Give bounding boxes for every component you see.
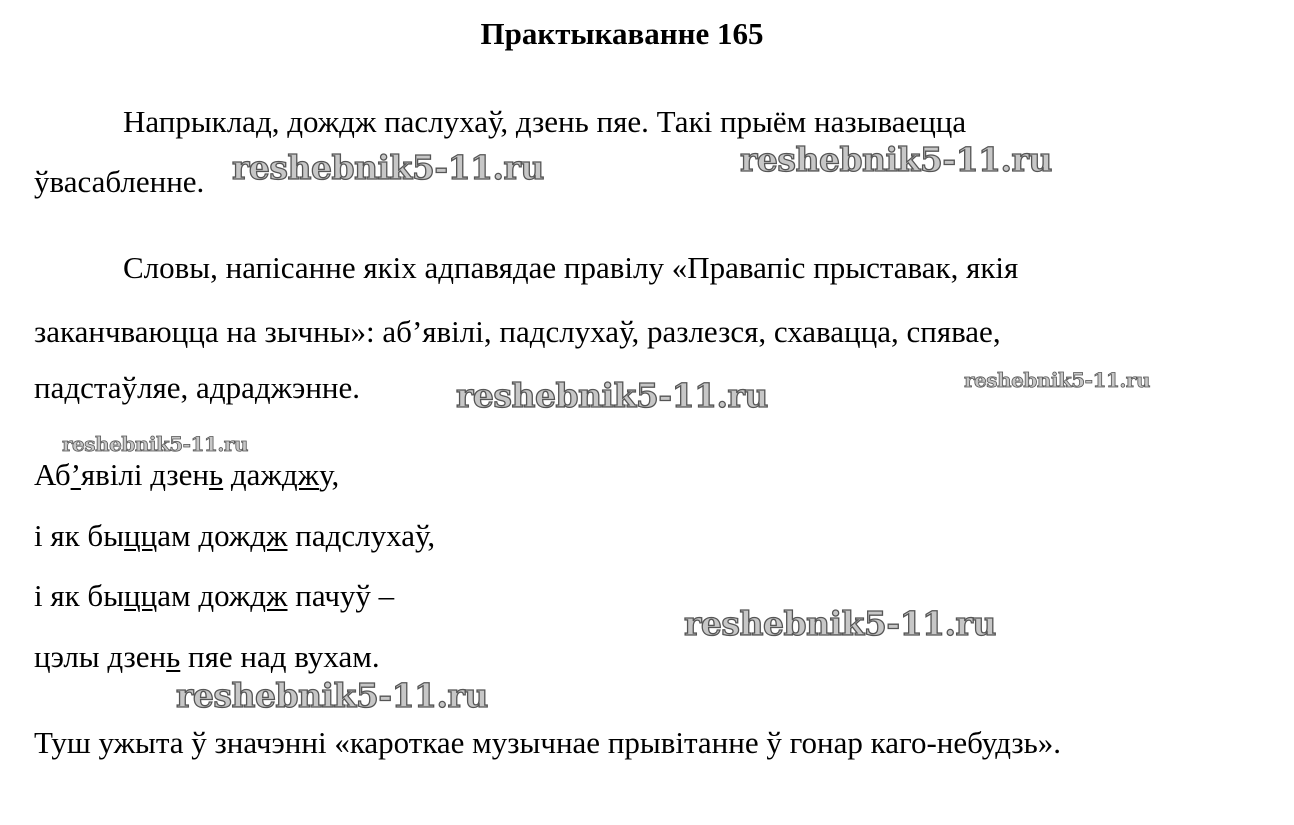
conclusion-line: Туш ужыта ў значэнні «кароткае музычнае прывітанне ў гонар каго-небудзь». (34, 725, 1062, 760)
poem-line1 (34, 457, 339, 493)
poem-text: пяе на (180, 639, 271, 674)
underlined-orthogram: дж (250, 518, 288, 553)
underlined-orthogram: ’ (70, 457, 81, 492)
poem-text: у, (319, 457, 340, 492)
paragraph1-line1: Напрыклад, дождж паслухаў, дзень пяе. Такі прыём называецца (123, 104, 967, 139)
underlined-orthogram: ь (166, 639, 181, 674)
poem-text: пачуў – (287, 578, 395, 613)
underlined-orthogram: цц (124, 578, 158, 613)
watermark: reshebnik5-11.ru (62, 432, 248, 456)
watermark: reshebnik5-11.ru (232, 148, 544, 187)
underlined-orthogram: ь (209, 457, 224, 492)
underlined-orthogram: цц (124, 518, 158, 553)
paragraph2-line3: падстаўляе, адраджэнне. (34, 370, 361, 405)
underlined-orthogram: дж (250, 578, 288, 613)
poem-text: ам дож (157, 518, 251, 553)
paragraph2-line1: Словы, напісанне якіх адпавядае правілу «Правапіс прыставак, якія (123, 250, 1019, 285)
watermark: reshebnik5-11.ru (176, 676, 488, 715)
poem-text: і як бы (34, 518, 125, 553)
underlined-orthogram: д (270, 639, 287, 674)
poem-text: вухам. (286, 639, 380, 674)
poem-text: Аб (34, 457, 71, 492)
paragraph1-line2: ўвасабленне. (34, 164, 205, 199)
underlined-orthogram: д (325, 518, 342, 553)
poem-text: і як бы (34, 578, 125, 613)
poem-text: цэлы дзен (34, 639, 167, 674)
watermark: reshebnik5-11.ru (964, 368, 1150, 392)
poem-line3 (34, 578, 394, 614)
watermark: reshebnik5-11.ru (456, 376, 768, 415)
watermark: reshebnik5-11.ru (740, 140, 1052, 179)
poem-line2 (34, 518, 435, 554)
poem-text: даж (223, 457, 282, 492)
watermark: reshebnik5-11.ru (684, 604, 996, 643)
exercise-title: Практыкаванне 165 (480, 16, 764, 51)
paragraph2-line2: заканчваюцца на зычны»: аб’явілі, падслухаў, разлезся, схавацца, спявае, (34, 314, 1001, 349)
poem-text: слухаў, (341, 518, 436, 553)
poem-text: па (287, 518, 326, 553)
underlined-orthogram: дж (281, 457, 320, 492)
poem-line4 (34, 639, 380, 675)
poem-text: ам дож (157, 578, 251, 613)
poem-text: явілі дзен (80, 457, 210, 492)
